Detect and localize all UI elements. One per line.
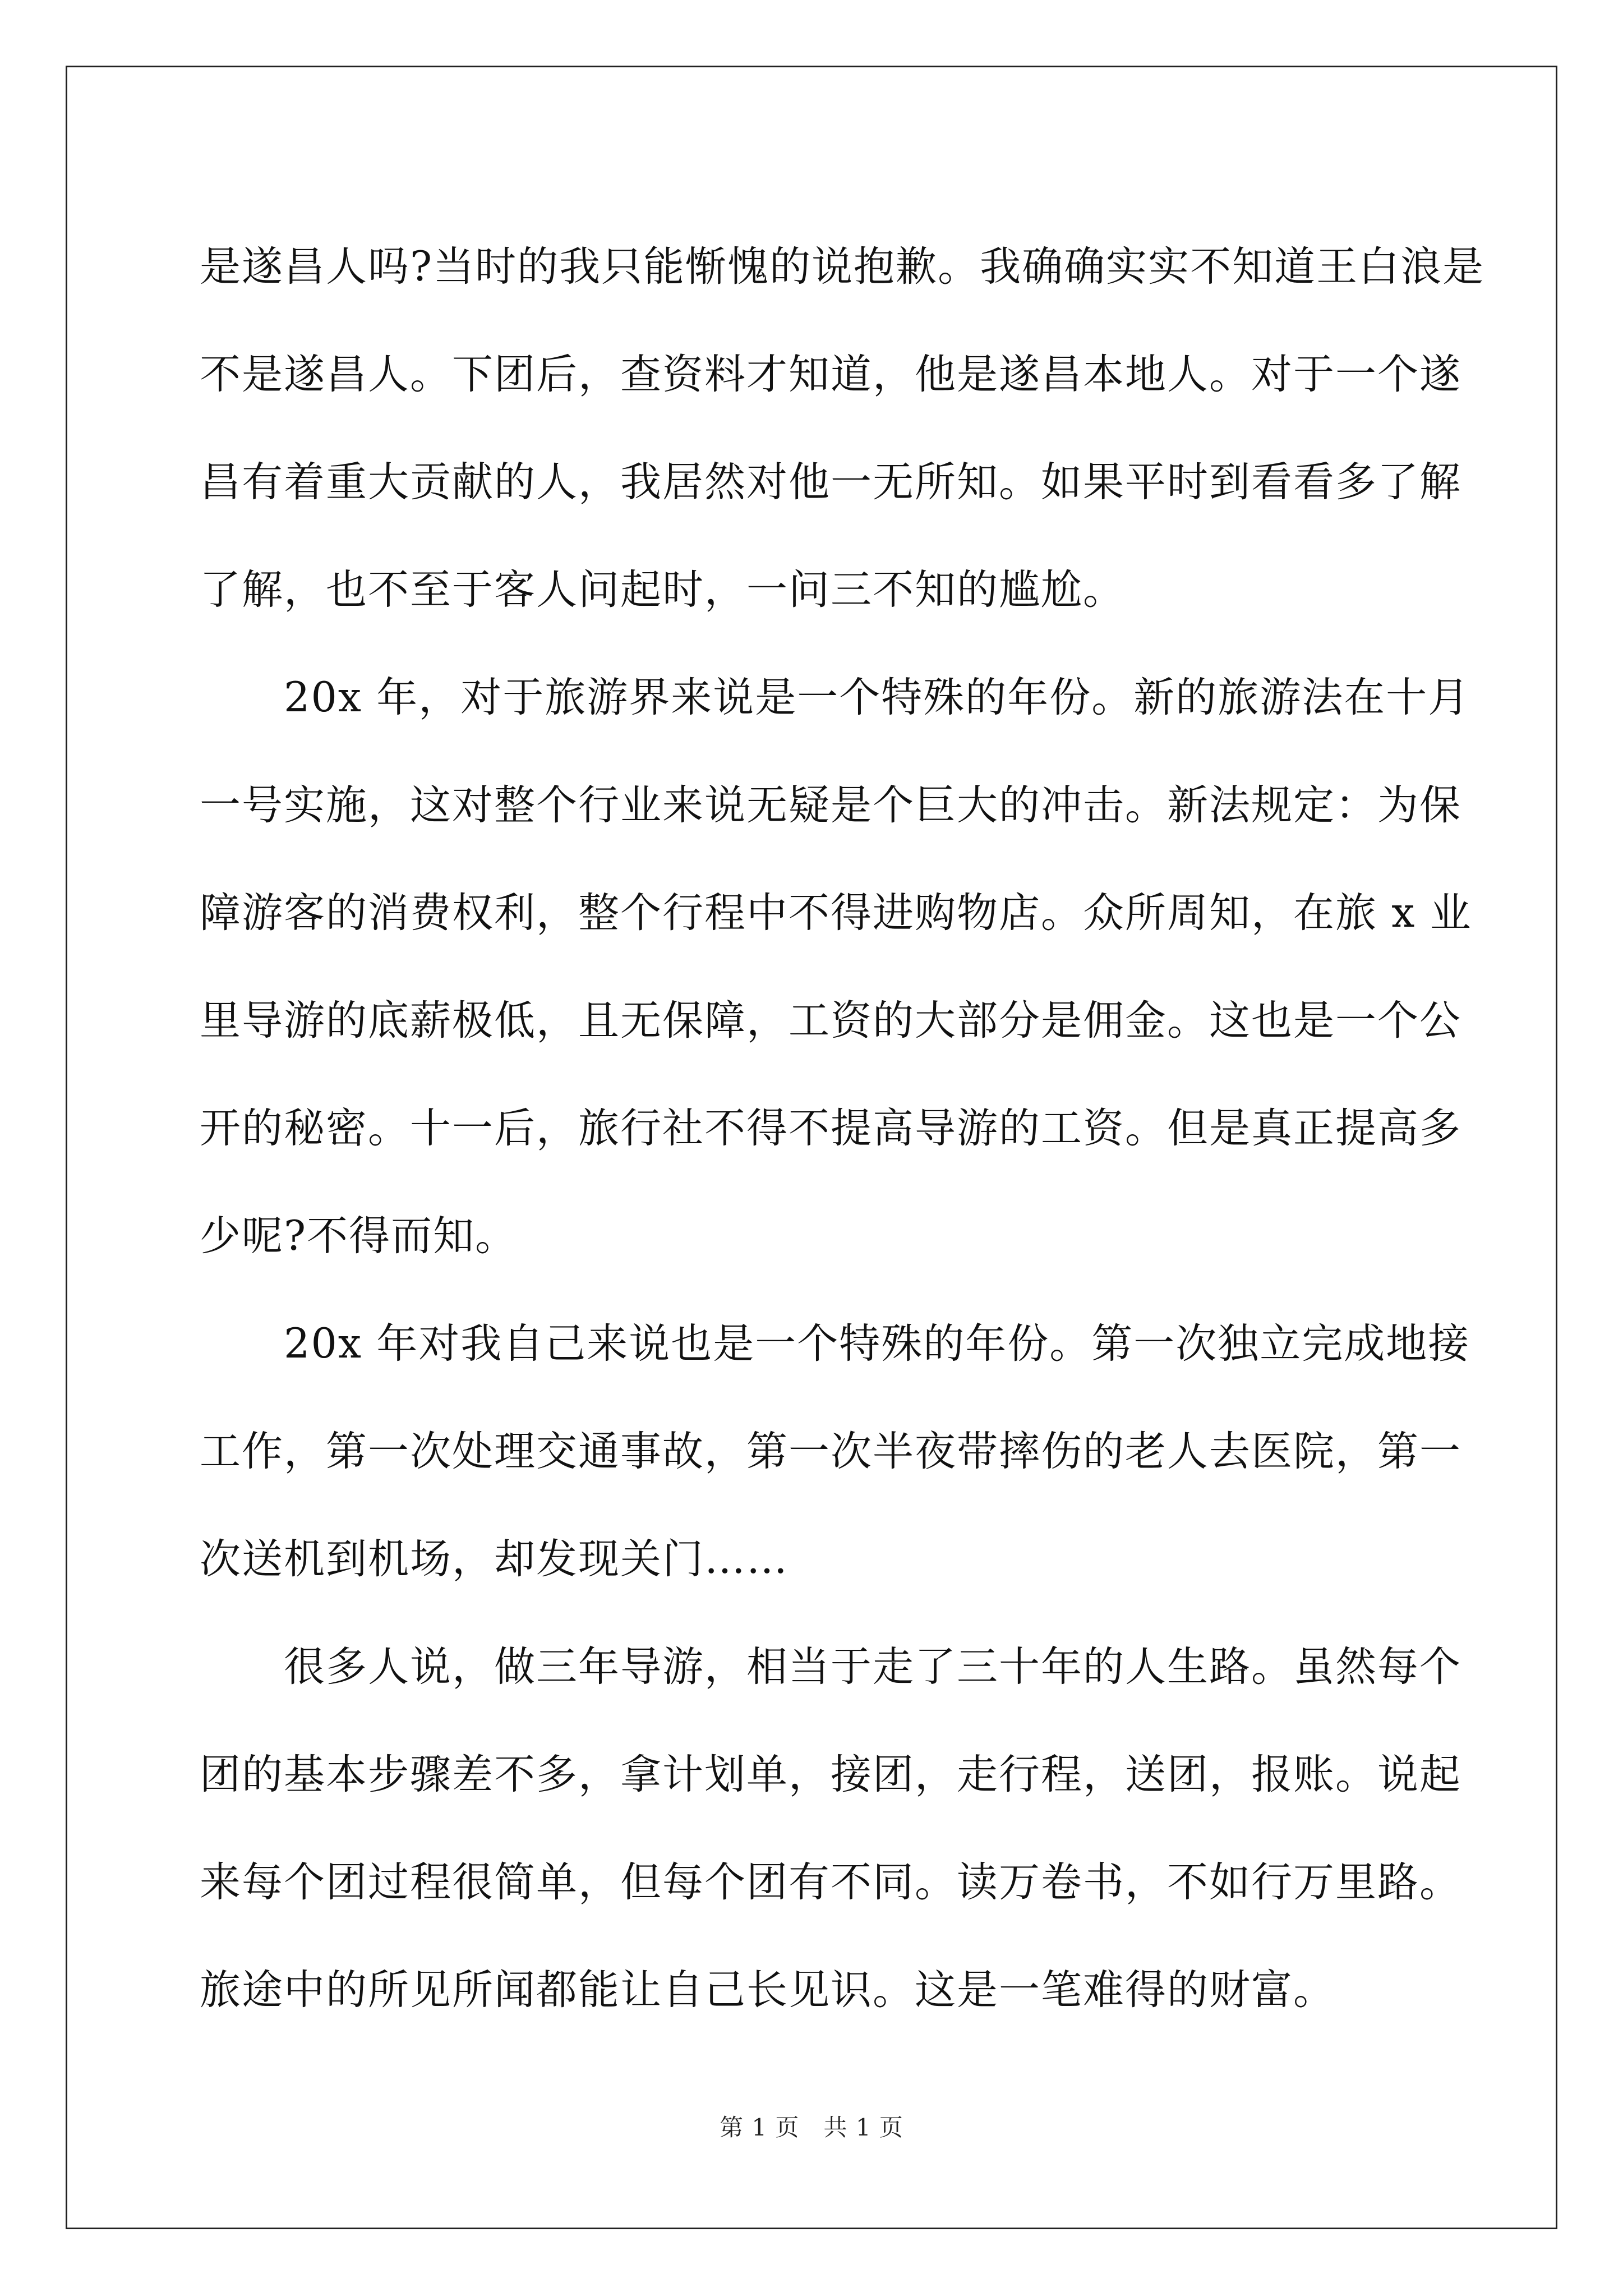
text-line: 20x 年对我自己来说也是一个特殊的年份。第一次独立完成地接 — [200, 1320, 1470, 1368]
text-line: 20x 年，对于旅游界来说是一个特殊的年份。新的旅游法在十月 — [200, 674, 1470, 721]
text-line: 了解，也不至于客人问起时，一问三不知的尴尬。 — [200, 566, 1125, 614]
text-line: 旅途中的所见所闻都能让自己长见识。这是一笔难得的财富。 — [200, 1966, 1335, 2014]
text-line: 不是遂昌人。下团后，查资料才知道，他是遂昌本地人。对于一个遂 — [200, 351, 1461, 398]
text-line: 开的秘密。十一后，旅行社不得不提高导游的工资。但是真正提高多 — [200, 1105, 1461, 1152]
text-line: 里导游的底薪极低，且无保障，工资的大部分是佣金。这也是一个公 — [200, 997, 1461, 1045]
text-line: 是遂昌人吗?当时的我只能惭愧的说抱歉。我确确实实不知道王白浪是 — [200, 243, 1485, 291]
text-line: 工作，第一次处理交通事故，第一次半夜带摔伤的老人去医院，第一 — [200, 1428, 1461, 1475]
text-line: 障游客的消费权利，整个行程中不得进购物店。众所周知，在旅 x 业 — [200, 889, 1472, 937]
text-line: 来每个团过程很简单，但每个团有不同。读万卷书，不如行万里路。 — [200, 1858, 1461, 1906]
page-footer: 第 1 页 共 1 页 — [720, 2114, 903, 2141]
text-line: 昌有着重大贡献的人，我居然对他一无所知。如果平时到看看多了解 — [200, 458, 1461, 506]
text-line: 团的基本步骤差不多，拿计划单，接团，走行程，送团，报账。说起 — [200, 1751, 1461, 1798]
text-line: 很多人说，做三年导游，相当于走了三十年的人生路。虽然每个 — [200, 1643, 1461, 1691]
text-line: 次送机到机场，却发现关门…… — [200, 1535, 789, 1583]
text-line: 少呢?不得而知。 — [200, 1212, 518, 1260]
text-line: 一号实施，这对整个行业来说无疑是个巨大的冲击。新法规定：为保 — [200, 781, 1461, 829]
document-body — [200, 213, 1485, 2044]
